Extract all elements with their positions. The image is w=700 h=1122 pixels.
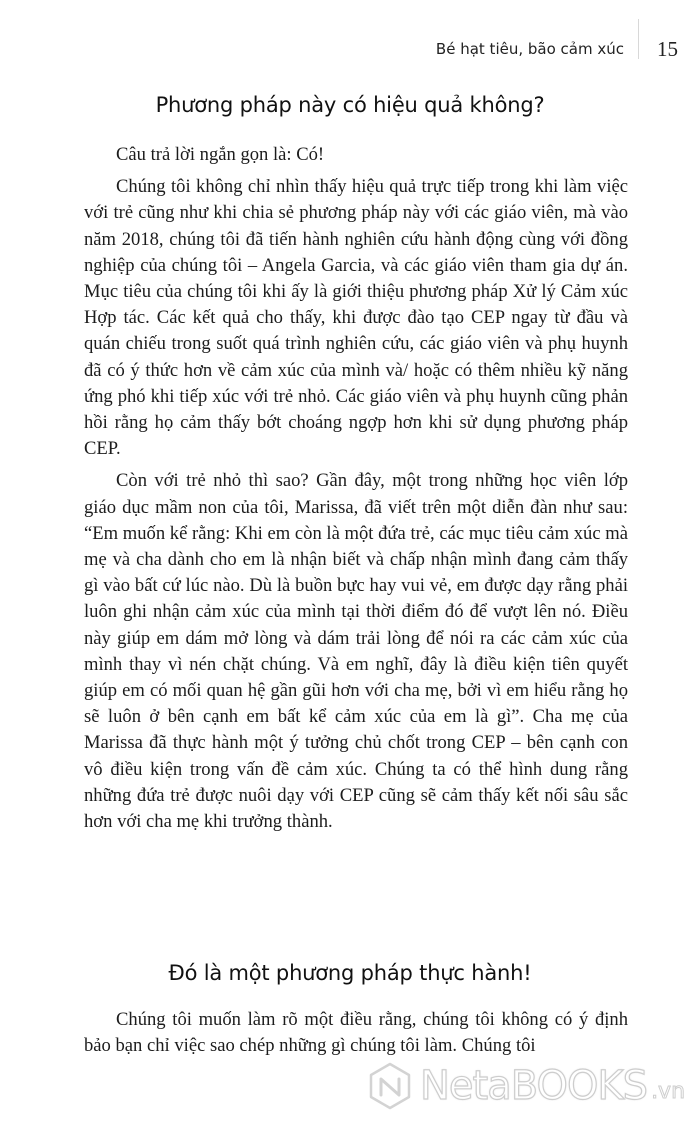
section-body xyxy=(84,142,628,841)
paragraph: Chúng tôi không chỉ nhìn thấy hiệu quả trực tiếp trong khi làm việc với trẻ cũng như khi chia sẻ phương pháp này với các giáo viên, mà vào năm 2018, chúng tôi đã tiến hành nghiên cứu hành động cùng với đồng nghiệp của chúng tôi – Angela Garcia, và các giáo viên tham gia dự án. Mục tiêu của chúng tôi khi ấy là giới thiệu phương pháp Xử lý Cảm xúc Hợp tác. Các kết quả cho thấy, khi được đào tạo CEP ngay từ đầu và quán chiếu trong suốt quá trình nghiên cứu, các giáo viên và phụ huynh đã có ý thức hơn về cảm xúc của mình và/ hoặc có thêm nhiều kỹ năng ứng phó khi tiếp xúc với trẻ nhỏ. Các giáo viên và phụ huynh cũng phản hồi rằng họ cảm thấy bớt choáng ngợp hơn khi sử dụng phương pháp CEP. xyxy=(84,176,628,460)
watermark-tld: .vn xyxy=(651,1078,686,1104)
paragraph: Còn với trẻ nhỏ thì sao? Gần đây, một trong những học viên lớp giáo dục mầm non của tôi, Marissa, đã viết trên một diễn đàn như sau: “Em muốn kể rằng: Khi em còn là một đứa trẻ, các mục tiêu cảm xúc mà mẹ và cha dành cho em là nhận biết và chấp nhận mình đang cảm thấy gì vào bất cứ lúc nào. Dù là buồn bực hay vui vẻ, em được dạy rằng phải luôn ghi nhận cảm xúc của mình tại thời điểm đó để vượt lên nó. Điều này giúp em dám mở lòng và dám trải lòng để nói ra các cảm xúc của mình thay vì nén chặt chúng. Và em nghĩ, đây là điều kiện tiên quyết giúp em có mối quan hệ gần gũi hơn với cha mẹ, bởi vì em hiểu rằng họ sẽ luôn ở bên cạnh em bất kể cảm xúc của em là gì”. Cha mẹ của Marissa đã thực hành một ý tưởng chủ chốt trong CEP – bên cạnh con vô điều kiện trong vấn đề cảm xúc. Chúng ta có thể hình dung rằng những đứa trẻ được nuôi dạy với CEP cũng sẽ cảm thấy kết nối sâu sắc hơn với cha mẹ khi trưởng thành. xyxy=(84,470,628,833)
page-number: 15 xyxy=(657,36,678,61)
paragraph: Câu trả lời ngắn gọn là: Có! xyxy=(116,144,325,165)
running-header xyxy=(436,34,678,64)
watermark xyxy=(368,1062,685,1110)
running-title: Bé hạt tiêu, bão cảm xúc xyxy=(435,40,624,58)
paragraph: Chúng tôi muốn làm rõ một điều rằng, chúng tôi không có ý định bảo bạn chỉ việc sao chép những gì chúng tôi làm. Chúng tôi xyxy=(84,1009,628,1057)
section-heading: Đó là một phương pháp thực hành! xyxy=(168,961,532,985)
section-heading: Phương pháp này có hiệu quả không? xyxy=(155,93,545,117)
watermark-brand: NetaBOOKS xyxy=(420,1063,648,1109)
netabooks-logo-icon xyxy=(368,1062,412,1110)
section-body xyxy=(84,1007,628,1065)
